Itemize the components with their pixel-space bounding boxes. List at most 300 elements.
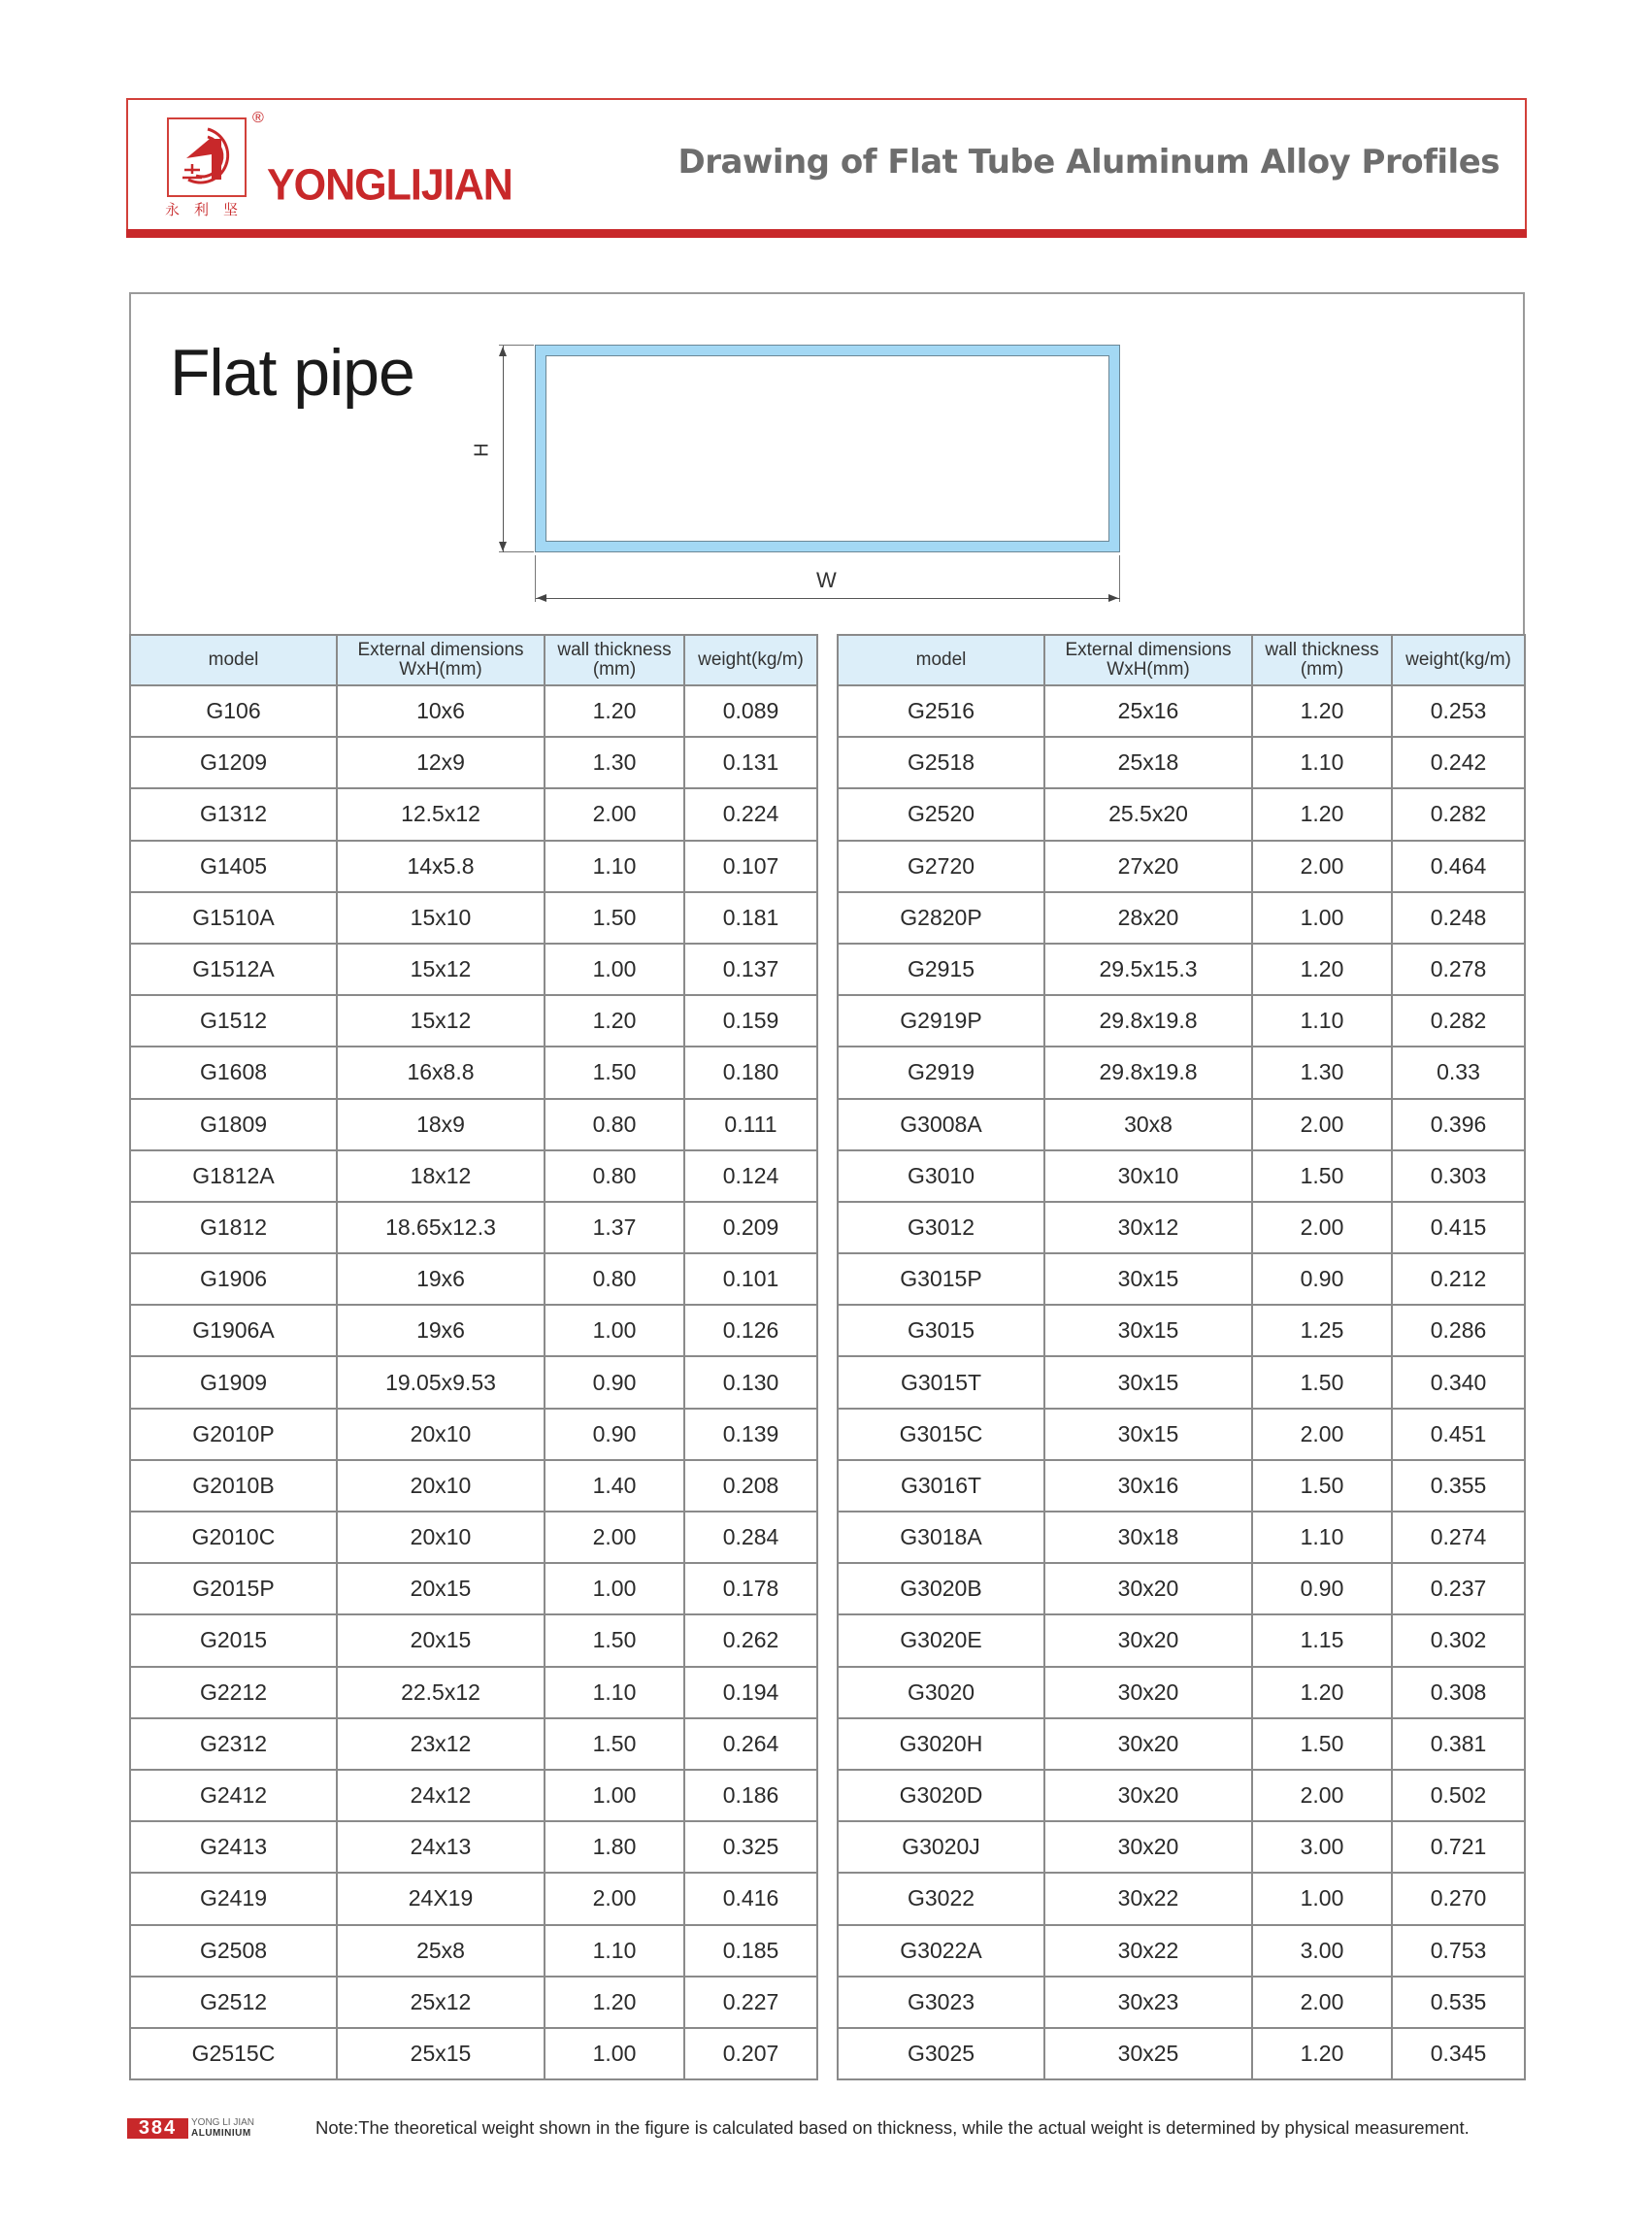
table-row xyxy=(838,737,1525,788)
wall-thickness-cell: 0.80 xyxy=(545,1150,684,1202)
table-row xyxy=(130,685,817,737)
dimensions-cell: 23x12 xyxy=(337,1718,545,1770)
table-row xyxy=(838,1099,1525,1150)
dimensions-cell: 19.05x9.53 xyxy=(337,1356,545,1408)
dimensions-cell: 24x13 xyxy=(337,1821,545,1873)
model-cell: G1909 xyxy=(130,1356,337,1408)
weight-cell: 0.194 xyxy=(684,1667,817,1718)
dimensions-cell: 18x9 xyxy=(337,1099,545,1150)
wall-thickness-cell: 2.00 xyxy=(545,1512,684,1563)
weight-cell: 0.111 xyxy=(684,1099,817,1150)
table-row xyxy=(838,1047,1525,1098)
model-cell: G3020E xyxy=(838,1614,1044,1666)
dimensions-cell: 24x12 xyxy=(337,1770,545,1821)
column-header xyxy=(1252,635,1392,685)
column-header xyxy=(684,635,817,685)
wall-thickness-cell: 1.10 xyxy=(1252,737,1392,788)
dimensions-cell: 10x6 xyxy=(337,685,545,737)
column-header-text: (mm) xyxy=(592,659,637,680)
table-row xyxy=(838,1409,1525,1460)
model-cell: G3015P xyxy=(838,1253,1044,1305)
wall-thickness-cell: 1.50 xyxy=(1252,1356,1392,1408)
table-row xyxy=(838,685,1525,737)
logo-icon xyxy=(167,117,247,197)
model-cell: G2515C xyxy=(130,2028,337,2079)
table-row xyxy=(130,1977,817,2028)
dimensions-cell: 30x20 xyxy=(1044,1667,1252,1718)
table-row xyxy=(838,1150,1525,1202)
column-header-text: WxH(mm) xyxy=(1107,659,1190,680)
table-row xyxy=(838,788,1525,840)
dimensions-cell: 20x15 xyxy=(337,1614,545,1666)
footer-note: Note:The theoretical weight shown in the figure is calculated based on thickness, while the actual weight is determined by physical measurement. xyxy=(315,2117,1470,2138)
table-body xyxy=(130,685,817,2079)
table-header-row xyxy=(130,635,817,685)
wall-thickness-cell: 2.00 xyxy=(1252,1099,1392,1150)
model-cell: G2919P xyxy=(838,995,1044,1047)
dimension-extension-line xyxy=(499,551,534,552)
dimensions-cell: 25x15 xyxy=(337,2028,545,2079)
dimensions-cell: 30x20 xyxy=(1044,1770,1252,1821)
weight-cell: 0.131 xyxy=(684,737,817,788)
column-header-text: weight(kg/m) xyxy=(1405,649,1511,670)
wall-thickness-cell: 1.00 xyxy=(1252,892,1392,944)
weight-cell: 0.209 xyxy=(684,1202,817,1253)
model-cell: G2312 xyxy=(130,1718,337,1770)
dimensions-cell: 29.8x19.8 xyxy=(1044,995,1252,1047)
model-cell: G2419 xyxy=(130,1873,337,1924)
weight-cell: 0.212 xyxy=(1392,1253,1525,1305)
wall-thickness-cell: 0.90 xyxy=(1252,1253,1392,1305)
weight-cell: 0.130 xyxy=(684,1356,817,1408)
dimensions-cell: 30x15 xyxy=(1044,1409,1252,1460)
table-row xyxy=(130,737,817,788)
model-cell: G2413 xyxy=(130,1821,337,1873)
model-cell: G2915 xyxy=(838,944,1044,995)
table-row xyxy=(838,1202,1525,1253)
weight-cell: 0.274 xyxy=(1392,1512,1525,1563)
table-row xyxy=(130,1563,817,1614)
table-row xyxy=(130,1356,817,1408)
wall-thickness-cell: 3.00 xyxy=(1252,1821,1392,1873)
model-cell: G3015C xyxy=(838,1409,1044,1460)
weight-cell: 0.396 xyxy=(1392,1099,1525,1150)
table-row xyxy=(838,1460,1525,1512)
model-cell: G2015 xyxy=(130,1614,337,1666)
table-row xyxy=(838,1253,1525,1305)
model-cell: G2212 xyxy=(130,1667,337,1718)
wall-thickness-cell: 1.00 xyxy=(1252,1873,1392,1924)
wall-thickness-cell: 1.20 xyxy=(1252,2028,1392,2079)
table-row xyxy=(130,944,817,995)
header-banner xyxy=(126,98,1527,229)
dimensions-cell: 30x20 xyxy=(1044,1718,1252,1770)
model-cell: G3008A xyxy=(838,1099,1044,1150)
table-row xyxy=(130,2028,817,2079)
model-cell: G106 xyxy=(130,685,337,737)
wall-thickness-cell: 0.90 xyxy=(545,1409,684,1460)
table-row xyxy=(130,788,817,840)
table-row xyxy=(838,1512,1525,1563)
dimensions-cell: 12.5x12 xyxy=(337,788,545,840)
dimensions-cell: 14x5.8 xyxy=(337,841,545,892)
dimension-extension-line xyxy=(1119,555,1120,602)
wall-thickness-cell: 1.20 xyxy=(1252,788,1392,840)
column-header xyxy=(1392,635,1525,685)
wall-thickness-cell: 1.50 xyxy=(545,892,684,944)
table-row xyxy=(838,1305,1525,1356)
dimensions-cell: 25x16 xyxy=(1044,685,1252,737)
model-cell: G2518 xyxy=(838,737,1044,788)
weight-cell: 0.248 xyxy=(1392,892,1525,944)
wall-thickness-cell: 1.10 xyxy=(545,841,684,892)
wall-thickness-cell: 1.50 xyxy=(545,1047,684,1098)
model-cell: G3020B xyxy=(838,1563,1044,1614)
table-row xyxy=(838,1718,1525,1770)
wall-thickness-cell: 2.00 xyxy=(1252,1977,1392,2028)
model-cell: G1209 xyxy=(130,737,337,788)
wall-thickness-cell: 1.40 xyxy=(545,1460,684,1512)
brand-chinese: 永利坚 xyxy=(165,201,253,218)
footer-brand-line2: ALUMINIUM xyxy=(191,2128,251,2139)
model-cell: G1812A xyxy=(130,1150,337,1202)
table-row xyxy=(130,1253,817,1305)
table-row xyxy=(838,841,1525,892)
column-header xyxy=(1044,635,1252,685)
table-row xyxy=(838,1563,1525,1614)
dimensions-cell: 18.65x12.3 xyxy=(337,1202,545,1253)
table-row xyxy=(130,1770,817,1821)
model-cell: G3020D xyxy=(838,1770,1044,1821)
arrow-up-icon xyxy=(499,347,507,356)
spec-table-left xyxy=(129,634,818,2080)
table-row xyxy=(838,1770,1525,1821)
weight-cell: 0.180 xyxy=(684,1047,817,1098)
wall-thickness-cell: 1.50 xyxy=(1252,1150,1392,1202)
dimensions-cell: 19x6 xyxy=(337,1253,545,1305)
dimensions-cell: 15x10 xyxy=(337,892,545,944)
table-row xyxy=(838,1977,1525,2028)
model-cell: G1809 xyxy=(130,1099,337,1150)
table-row xyxy=(130,1718,817,1770)
weight-cell: 0.282 xyxy=(1392,788,1525,840)
wall-thickness-cell: 1.50 xyxy=(1252,1460,1392,1512)
model-cell: G2010C xyxy=(130,1512,337,1563)
dimensions-cell: 30x18 xyxy=(1044,1512,1252,1563)
model-cell: G3015 xyxy=(838,1305,1044,1356)
header-accent-bar xyxy=(126,229,1527,238)
table-row xyxy=(130,1873,817,1924)
width-label: W xyxy=(816,568,837,592)
weight-cell: 0.264 xyxy=(684,1718,817,1770)
dimensions-cell: 29.8x19.8 xyxy=(1044,1047,1252,1098)
column-header-text: weight(kg/m) xyxy=(698,649,804,670)
weight-cell: 0.286 xyxy=(1392,1305,1525,1356)
wall-thickness-cell: 1.20 xyxy=(1252,1667,1392,1718)
table-row xyxy=(838,2028,1525,2079)
model-cell: G2720 xyxy=(838,841,1044,892)
section-title: Flat pipe xyxy=(170,336,414,410)
weight-cell: 0.186 xyxy=(684,1770,817,1821)
dimensions-cell: 27x20 xyxy=(1044,841,1252,892)
column-header-text: model xyxy=(915,649,967,670)
wall-thickness-cell: 2.00 xyxy=(545,788,684,840)
wall-thickness-cell: 1.50 xyxy=(1252,1718,1392,1770)
table-row xyxy=(838,1873,1525,1924)
dimensions-cell: 20x10 xyxy=(337,1512,545,1563)
dimensions-cell: 12x9 xyxy=(337,737,545,788)
pipe-hollow xyxy=(545,355,1109,542)
model-cell: G2516 xyxy=(838,685,1044,737)
column-header-text: External dimensions xyxy=(357,640,524,660)
dimensions-cell: 20x10 xyxy=(337,1409,545,1460)
weight-cell: 0.101 xyxy=(684,1253,817,1305)
wall-thickness-cell: 1.80 xyxy=(545,1821,684,1873)
weight-cell: 0.464 xyxy=(1392,841,1525,892)
wall-thickness-cell: 1.20 xyxy=(1252,685,1392,737)
weight-cell: 0.089 xyxy=(684,685,817,737)
weight-cell: 0.208 xyxy=(684,1460,817,1512)
weight-cell: 0.253 xyxy=(1392,685,1525,737)
model-cell: G3020 xyxy=(838,1667,1044,1718)
dimensions-cell: 24X19 xyxy=(337,1873,545,1924)
wall-thickness-cell: 1.00 xyxy=(545,2028,684,2079)
dimensions-cell: 22.5x12 xyxy=(337,1667,545,1718)
height-dimension-line xyxy=(503,346,504,552)
dimensions-cell: 30x22 xyxy=(1044,1873,1252,1924)
weight-cell: 0.355 xyxy=(1392,1460,1525,1512)
dimensions-cell: 30x12 xyxy=(1044,1202,1252,1253)
flat-pipe-cross-section xyxy=(535,345,1120,552)
dimensions-cell: 30x20 xyxy=(1044,1821,1252,1873)
arrow-left-icon xyxy=(537,594,546,602)
table-row xyxy=(130,1667,817,1718)
wall-thickness-cell: 0.90 xyxy=(1252,1563,1392,1614)
dimension-extension-line xyxy=(499,345,534,346)
dimensions-cell: 30x15 xyxy=(1044,1253,1252,1305)
table-row xyxy=(130,892,817,944)
page-number-badge: 384 xyxy=(127,2118,188,2139)
wall-thickness-cell: 1.20 xyxy=(545,1977,684,2028)
wall-thickness-cell: 0.80 xyxy=(545,1099,684,1150)
model-cell: G3016T xyxy=(838,1460,1044,1512)
model-cell: G1512A xyxy=(130,944,337,995)
dimensions-cell: 25.5x20 xyxy=(1044,788,1252,840)
wall-thickness-cell: 0.80 xyxy=(545,1253,684,1305)
model-cell: G2010B xyxy=(130,1460,337,1512)
wall-thickness-cell: 1.30 xyxy=(1252,1047,1392,1098)
model-cell: G3015T xyxy=(838,1356,1044,1408)
dimensions-cell: 18x12 xyxy=(337,1150,545,1202)
table-row xyxy=(130,1202,817,1253)
table-row xyxy=(130,841,817,892)
weight-cell: 0.451 xyxy=(1392,1409,1525,1460)
weight-cell: 0.415 xyxy=(1392,1202,1525,1253)
weight-cell: 0.535 xyxy=(1392,1977,1525,2028)
weight-cell: 0.207 xyxy=(684,2028,817,2079)
model-cell: G3020H xyxy=(838,1718,1044,1770)
wall-thickness-cell: 0.90 xyxy=(545,1356,684,1408)
weight-cell: 0.185 xyxy=(684,1925,817,1977)
weight-cell: 0.303 xyxy=(1392,1150,1525,1202)
model-cell: G3018A xyxy=(838,1512,1044,1563)
footer-brand-line1: YONG LI JIAN xyxy=(191,2117,255,2128)
weight-cell: 0.181 xyxy=(684,892,817,944)
table-row xyxy=(838,1356,1525,1408)
wall-thickness-cell: 1.37 xyxy=(545,1202,684,1253)
dimensions-cell: 20x15 xyxy=(337,1563,545,1614)
model-cell: G2015P xyxy=(130,1563,337,1614)
column-header xyxy=(130,635,337,685)
dimensions-cell: 25x18 xyxy=(1044,737,1252,788)
model-cell: G2919 xyxy=(838,1047,1044,1098)
weight-cell: 0.753 xyxy=(1392,1925,1525,1977)
weight-cell: 0.107 xyxy=(684,841,817,892)
weight-cell: 0.302 xyxy=(1392,1614,1525,1666)
model-cell: G3012 xyxy=(838,1202,1044,1253)
weight-cell: 0.242 xyxy=(1392,737,1525,788)
column-header-text: wall thickness xyxy=(1265,640,1379,660)
model-cell: G2520 xyxy=(838,788,1044,840)
dimensions-cell: 30x8 xyxy=(1044,1099,1252,1150)
weight-cell: 0.224 xyxy=(684,788,817,840)
wall-thickness-cell: 1.10 xyxy=(1252,995,1392,1047)
column-header-text: WxH(mm) xyxy=(399,659,482,680)
model-cell: G1906 xyxy=(130,1253,337,1305)
logo-emblem-icon xyxy=(169,119,245,195)
wall-thickness-cell: 1.20 xyxy=(545,685,684,737)
wall-thickness-cell: 1.15 xyxy=(1252,1614,1392,1666)
dimensions-cell: 30x23 xyxy=(1044,1977,1252,2028)
model-cell: G1512 xyxy=(130,995,337,1047)
table-row xyxy=(838,1614,1525,1666)
weight-cell: 0.282 xyxy=(1392,995,1525,1047)
weight-cell: 0.270 xyxy=(1392,1873,1525,1924)
table-row xyxy=(838,1821,1525,1873)
brand-name: YONGLIJIAN xyxy=(267,160,512,211)
weight-cell: 0.284 xyxy=(684,1512,817,1563)
table-row xyxy=(130,995,817,1047)
wall-thickness-cell: 1.50 xyxy=(545,1718,684,1770)
dimensions-cell: 19x6 xyxy=(337,1305,545,1356)
wall-thickness-cell: 2.00 xyxy=(1252,1409,1392,1460)
wall-thickness-cell: 1.00 xyxy=(545,944,684,995)
dimensions-cell: 25x12 xyxy=(337,1977,545,2028)
dimensions-cell: 30x20 xyxy=(1044,1614,1252,1666)
table-row xyxy=(130,1925,817,1977)
wall-thickness-cell: 1.10 xyxy=(1252,1512,1392,1563)
dimension-extension-line xyxy=(535,555,536,602)
wall-thickness-cell: 3.00 xyxy=(1252,1925,1392,1977)
table-row xyxy=(130,1150,817,1202)
table-row xyxy=(130,1409,817,1460)
table-body xyxy=(838,685,1525,2079)
wall-thickness-cell: 1.00 xyxy=(545,1563,684,1614)
column-header-text: wall thickness xyxy=(557,640,672,660)
table-row xyxy=(130,1047,817,1098)
weight-cell: 0.124 xyxy=(684,1150,817,1202)
arrow-right-icon xyxy=(1108,594,1118,602)
weight-cell: 0.137 xyxy=(684,944,817,995)
table-row xyxy=(838,944,1525,995)
model-cell: G1312 xyxy=(130,788,337,840)
weight-cell: 0.237 xyxy=(1392,1563,1525,1614)
wall-thickness-cell: 1.20 xyxy=(545,995,684,1047)
wall-thickness-cell: 2.00 xyxy=(1252,1770,1392,1821)
wall-thickness-cell: 1.25 xyxy=(1252,1305,1392,1356)
table-row xyxy=(130,1460,817,1512)
dimensions-cell: 30x20 xyxy=(1044,1563,1252,1614)
model-cell: G3025 xyxy=(838,2028,1044,2079)
table-row xyxy=(130,1821,817,1873)
weight-cell: 0.381 xyxy=(1392,1718,1525,1770)
table-row xyxy=(130,1305,817,1356)
weight-cell: 0.278 xyxy=(1392,944,1525,995)
wall-thickness-cell: 2.00 xyxy=(545,1873,684,1924)
weight-cell: 0.139 xyxy=(684,1409,817,1460)
table-row xyxy=(130,1512,817,1563)
wall-thickness-cell: 2.00 xyxy=(1252,1202,1392,1253)
weight-cell: 0.33 xyxy=(1392,1047,1525,1098)
model-cell: G1608 xyxy=(130,1047,337,1098)
wall-thickness-cell: 1.20 xyxy=(1252,944,1392,995)
dimensions-cell: 30x15 xyxy=(1044,1305,1252,1356)
dimensions-cell: 30x22 xyxy=(1044,1925,1252,1977)
weight-cell: 0.721 xyxy=(1392,1821,1525,1873)
table-row xyxy=(130,1099,817,1150)
column-header-text: model xyxy=(208,649,259,670)
model-cell: G3022 xyxy=(838,1873,1044,1924)
height-label: H xyxy=(471,443,493,457)
dimensions-cell: 25x8 xyxy=(337,1925,545,1977)
arrow-down-icon xyxy=(499,542,507,551)
model-cell: G2412 xyxy=(130,1770,337,1821)
document-title: Drawing of Flat Tube Aluminum Alloy Profiles xyxy=(677,143,1500,182)
model-cell: G3010 xyxy=(838,1150,1044,1202)
weight-cell: 0.345 xyxy=(1392,2028,1525,2079)
model-cell: G2508 xyxy=(130,1925,337,1977)
model-cell: G1906A xyxy=(130,1305,337,1356)
table-row xyxy=(838,1667,1525,1718)
weight-cell: 0.178 xyxy=(684,1563,817,1614)
weight-cell: 0.416 xyxy=(684,1873,817,1924)
wall-thickness-cell: 2.00 xyxy=(1252,841,1392,892)
table-row xyxy=(130,1614,817,1666)
model-cell: G3023 xyxy=(838,1977,1044,2028)
table-header-row xyxy=(838,635,1525,685)
width-dimension-line xyxy=(536,598,1120,599)
wall-thickness-cell: 1.00 xyxy=(545,1305,684,1356)
dimensions-cell: 29.5x15.3 xyxy=(1044,944,1252,995)
dimensions-cell: 30x15 xyxy=(1044,1356,1252,1408)
table-row xyxy=(838,995,1525,1047)
weight-cell: 0.159 xyxy=(684,995,817,1047)
table-row xyxy=(838,1925,1525,1977)
model-cell: G2512 xyxy=(130,1977,337,2028)
model-cell: G2820P xyxy=(838,892,1044,944)
table-row xyxy=(838,892,1525,944)
model-cell: G1510A xyxy=(130,892,337,944)
registered-mark: ® xyxy=(252,110,264,126)
weight-cell: 0.308 xyxy=(1392,1667,1525,1718)
weight-cell: 0.126 xyxy=(684,1305,817,1356)
column-header-text: (mm) xyxy=(1300,659,1344,680)
model-cell: G1812 xyxy=(130,1202,337,1253)
column-header-text: External dimensions xyxy=(1065,640,1232,660)
wall-thickness-cell: 1.00 xyxy=(545,1770,684,1821)
spec-table-right xyxy=(837,634,1526,2080)
dimensions-cell: 28x20 xyxy=(1044,892,1252,944)
